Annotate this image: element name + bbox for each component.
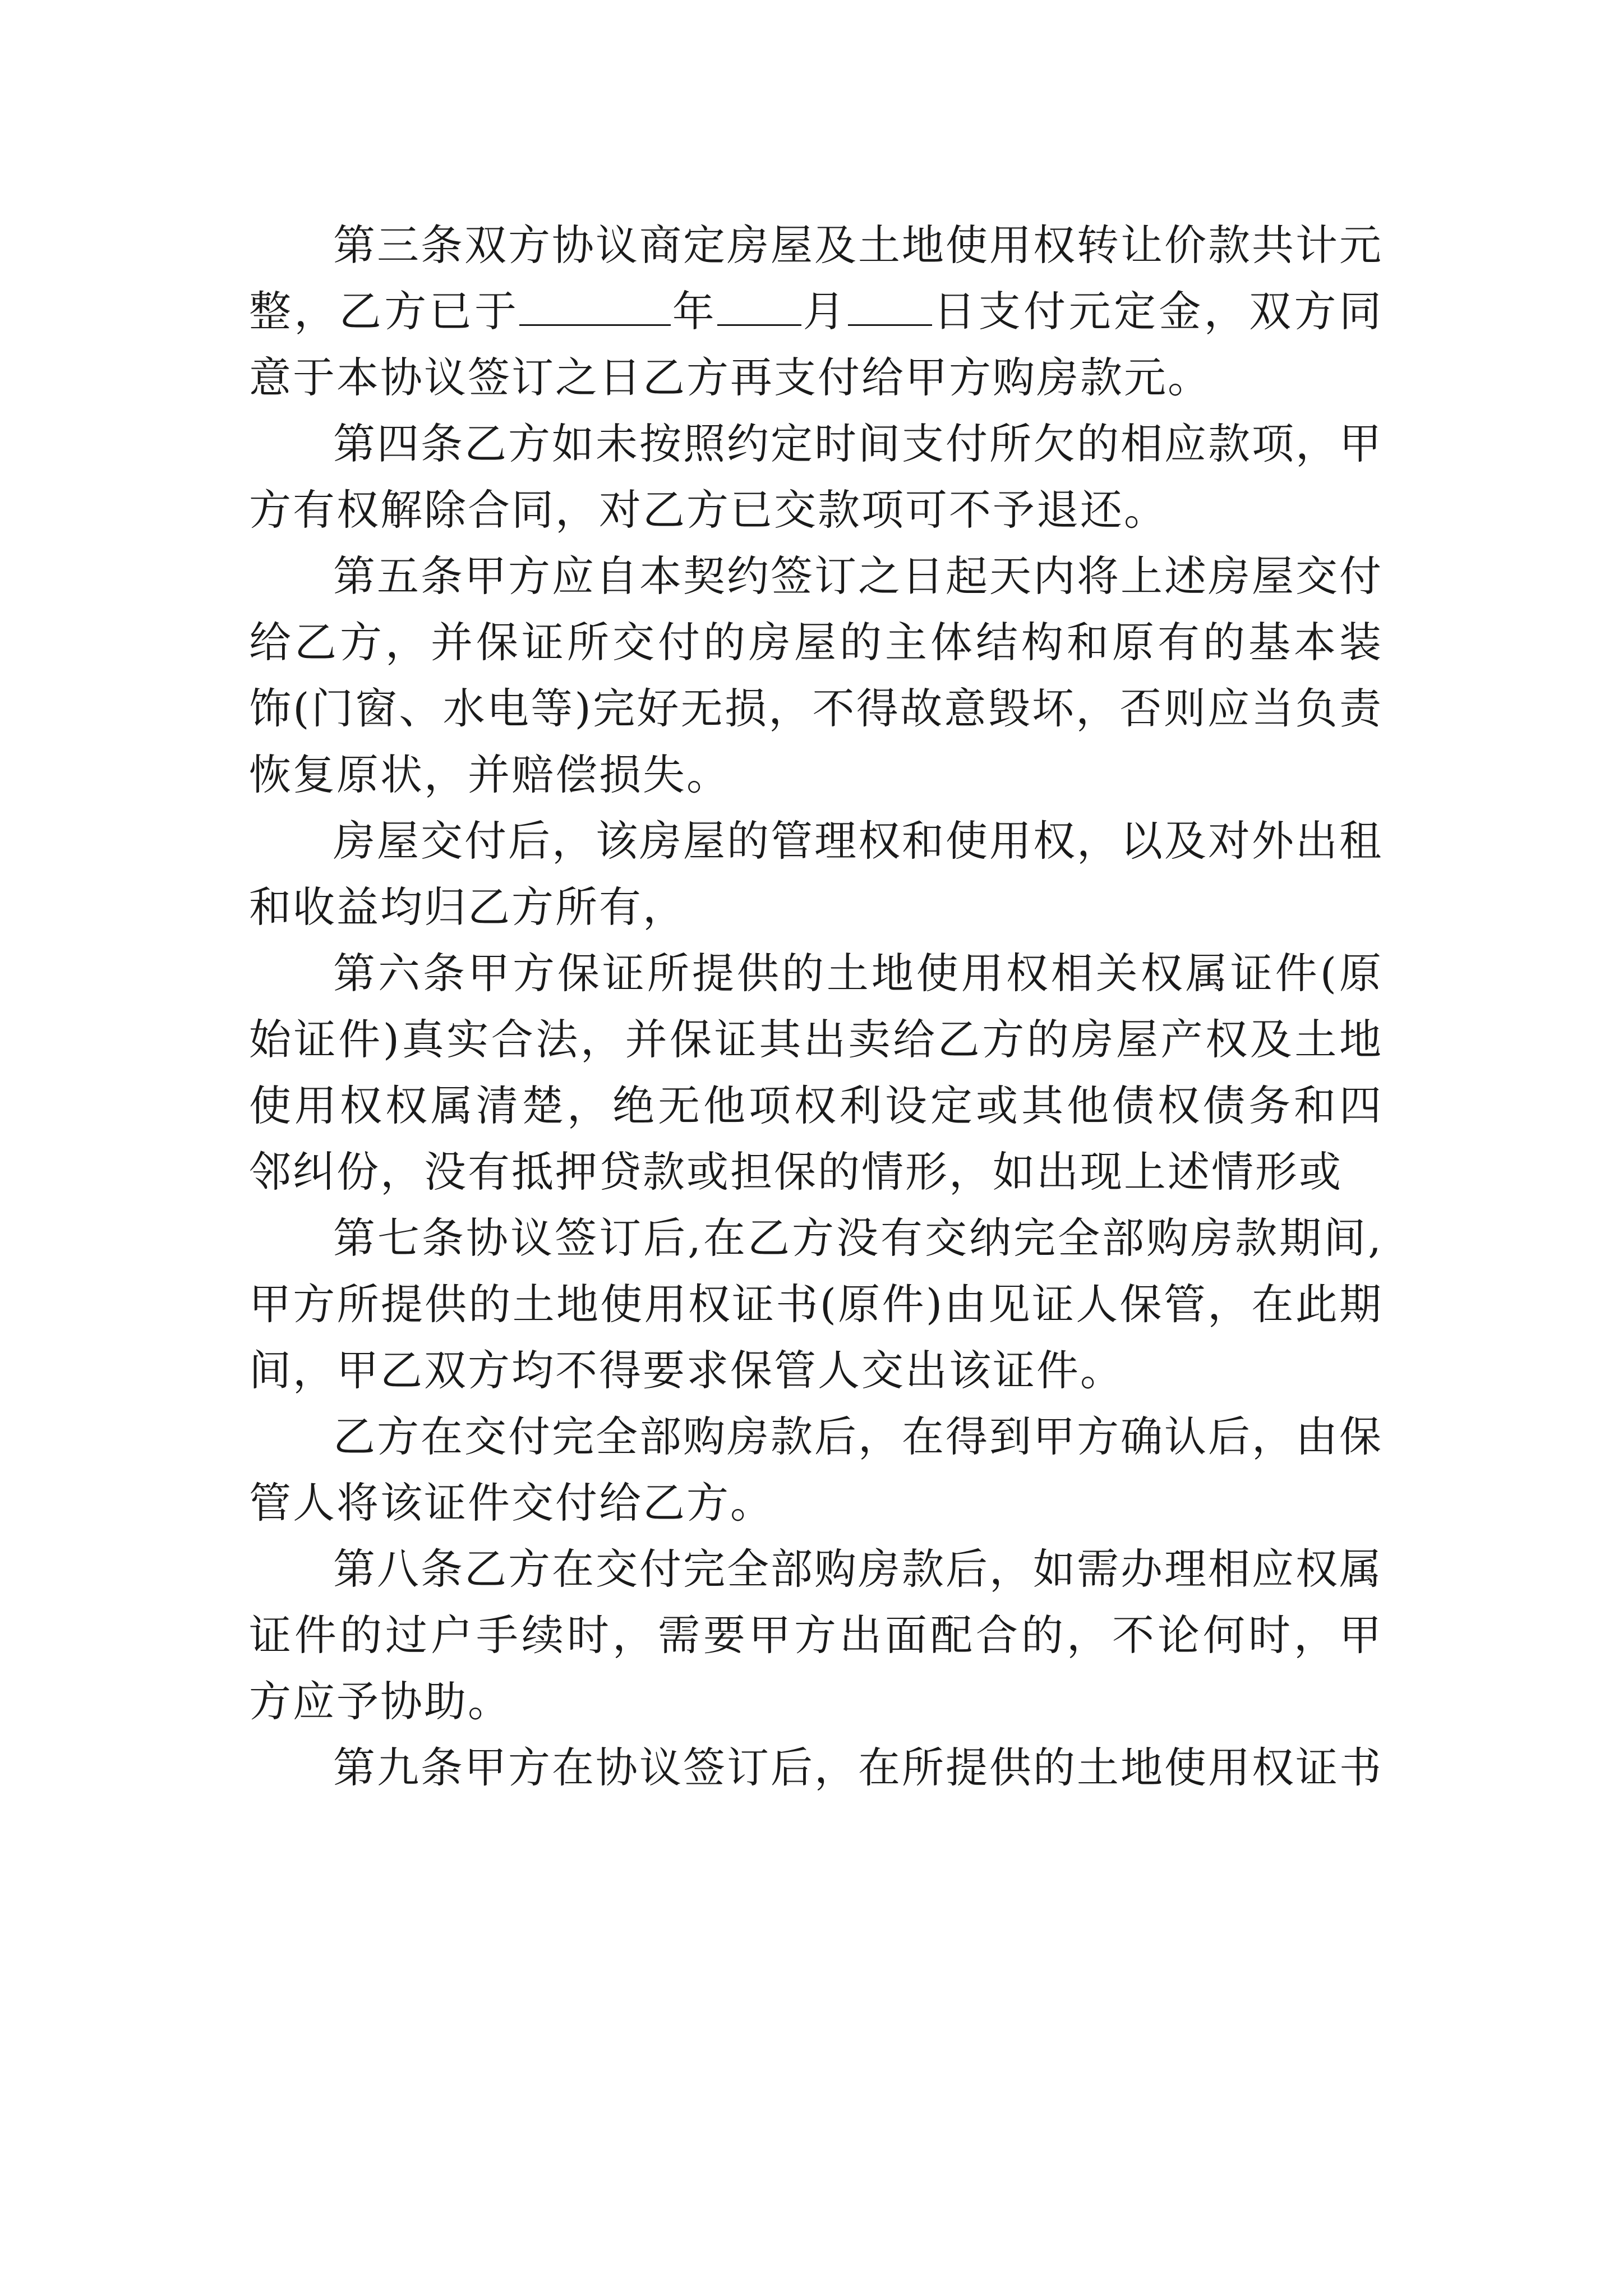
article-4-paragraph: 第四条乙方如未按照约定时间支付所欠的相应款项，甲方有权解除合同，对乙方已交款项可不予退还。 <box>249 419 1384 535</box>
article-5-paragraph: 第五条甲方应自本契约签订之日起天内将上述房屋交付给乙方，并保证所交付的房屋的主体结构和原有的基本装饰(门窗、水电等)完好无损，不得故意毁坏，否则应当负责恢复原状，并赔偿损失。 <box>249 551 1384 799</box>
article-8-paragraph: 第八条乙方在交付完全部购房款后，如需办理相应权属证件的过户手续时，需要甲方出面配合的，不论何时，甲方应予协助。 <box>249 1544 1384 1726</box>
day-blank <box>848 291 932 326</box>
article-3-text-part2: 年 <box>671 287 718 336</box>
article-3-text-part3: 月 <box>801 287 848 336</box>
article-5-continuation-paragraph: 房屋交付后，该房屋的管理权和使用权，以及对外出租和收益均归乙方所有， <box>249 816 1384 932</box>
month-blank <box>717 291 801 326</box>
article-3-paragraph <box>249 212 1383 411</box>
article-6-paragraph: 第六条甲方保证所提供的土地使用权相关权属证件(原始证件)真实合法，并保证其出卖给乙方的房屋产权及土地使用权权属清楚，绝无他项权利设定或其他债权债务和四邻纠份，没有抵押贷款或担保的情形，如出现上述情形或 <box>249 949 1383 1197</box>
article-3-text-part4: 日支付元定金，双方同意于本协议签订之日乙方再支付给甲方购房款元。 <box>249 287 1383 402</box>
year-blank <box>519 291 671 326</box>
article-7-paragraph: 第七条协议签订后,在乙方没有交纳完全部购房款期间,甲方所提供的土地使用权证书(原件)由见证人保管，在此期间，甲乙双方均不得要求保管人交出该证件。 <box>249 1213 1383 1395</box>
article-7-continuation-paragraph: 乙方在交付完全部购房款后，在得到甲方确认后，由保管人将该证件交付给乙方。 <box>249 1412 1384 1527</box>
document-body <box>249 212 1383 1801</box>
article-9-paragraph: 第九条甲方在协议签订后，在所提供的土地使用权证书 <box>333 1743 1384 1792</box>
article-3-text-part1: 第三条双方协议商定房屋及土地使用权转让价款共计元整，乙方已于 <box>249 220 1384 336</box>
